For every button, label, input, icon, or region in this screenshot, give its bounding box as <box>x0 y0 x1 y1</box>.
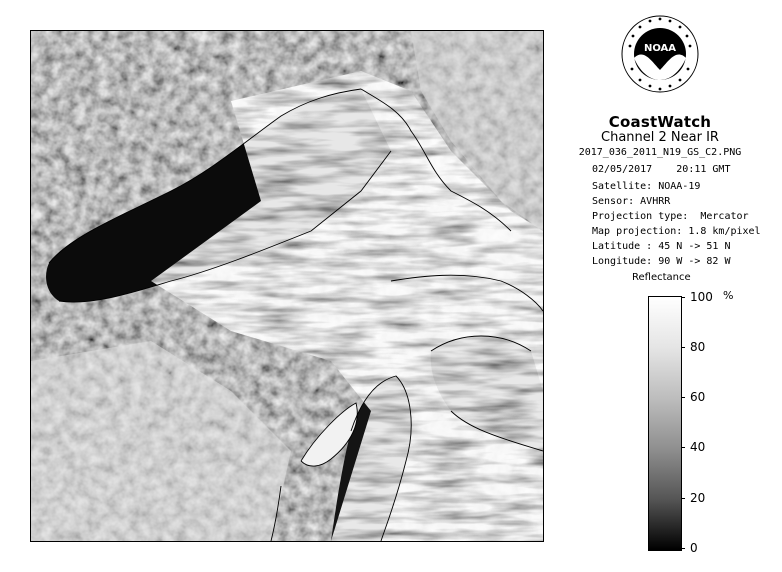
colorbar-tick-label: 20 <box>690 491 706 505</box>
product-title: CoastWatch <box>608 113 712 131</box>
satellite-image[interactable] <box>30 30 544 542</box>
colorbar-tick <box>681 447 685 448</box>
noaa-logo <box>620 14 700 94</box>
colorbar-tick-label: 0 <box>690 541 698 555</box>
longitude-label: Longitude: 90 W -> 82 W <box>592 256 731 267</box>
sensor-label: Sensor: AVHRR <box>592 196 671 207</box>
colorbar-tick-label: 100 <box>690 290 713 304</box>
datetime-label: 02/05/2017 20:11 GMT <box>592 164 731 175</box>
colorbar-tick-label: 60 <box>690 390 706 404</box>
noaa-logo-svg <box>620 14 700 94</box>
colorbar-tick <box>681 397 685 398</box>
colorbar-tick-label: 80 <box>690 340 706 354</box>
colorbar-tick <box>681 548 685 549</box>
colorbar-tick <box>681 297 685 298</box>
reflectance-colorbar <box>648 296 682 551</box>
colorbar-tick <box>681 498 685 499</box>
colorbar-tick-label: 40 <box>690 440 706 454</box>
latitude-label: Latitude : 45 N -> 51 N <box>592 241 731 252</box>
noaa-logo-text: NOAA <box>643 43 677 54</box>
filename-label: 2017_036_2011_N19_GS_C2.PNG <box>578 147 742 158</box>
satellite-image-svg <box>31 31 543 541</box>
map-projection-label: Map projection: 1.8 km/pixel <box>592 226 761 237</box>
colorbar-unit: % <box>723 289 734 302</box>
channel-subtitle: Channel 2 Near IR <box>601 130 719 145</box>
colorbar-tick <box>681 347 685 348</box>
projection-type-label: Projection type: Mercator <box>592 211 749 222</box>
satellite-label: Satellite: NOAA-19 <box>592 181 701 192</box>
colorbar-label: Reflectance <box>632 272 691 283</box>
